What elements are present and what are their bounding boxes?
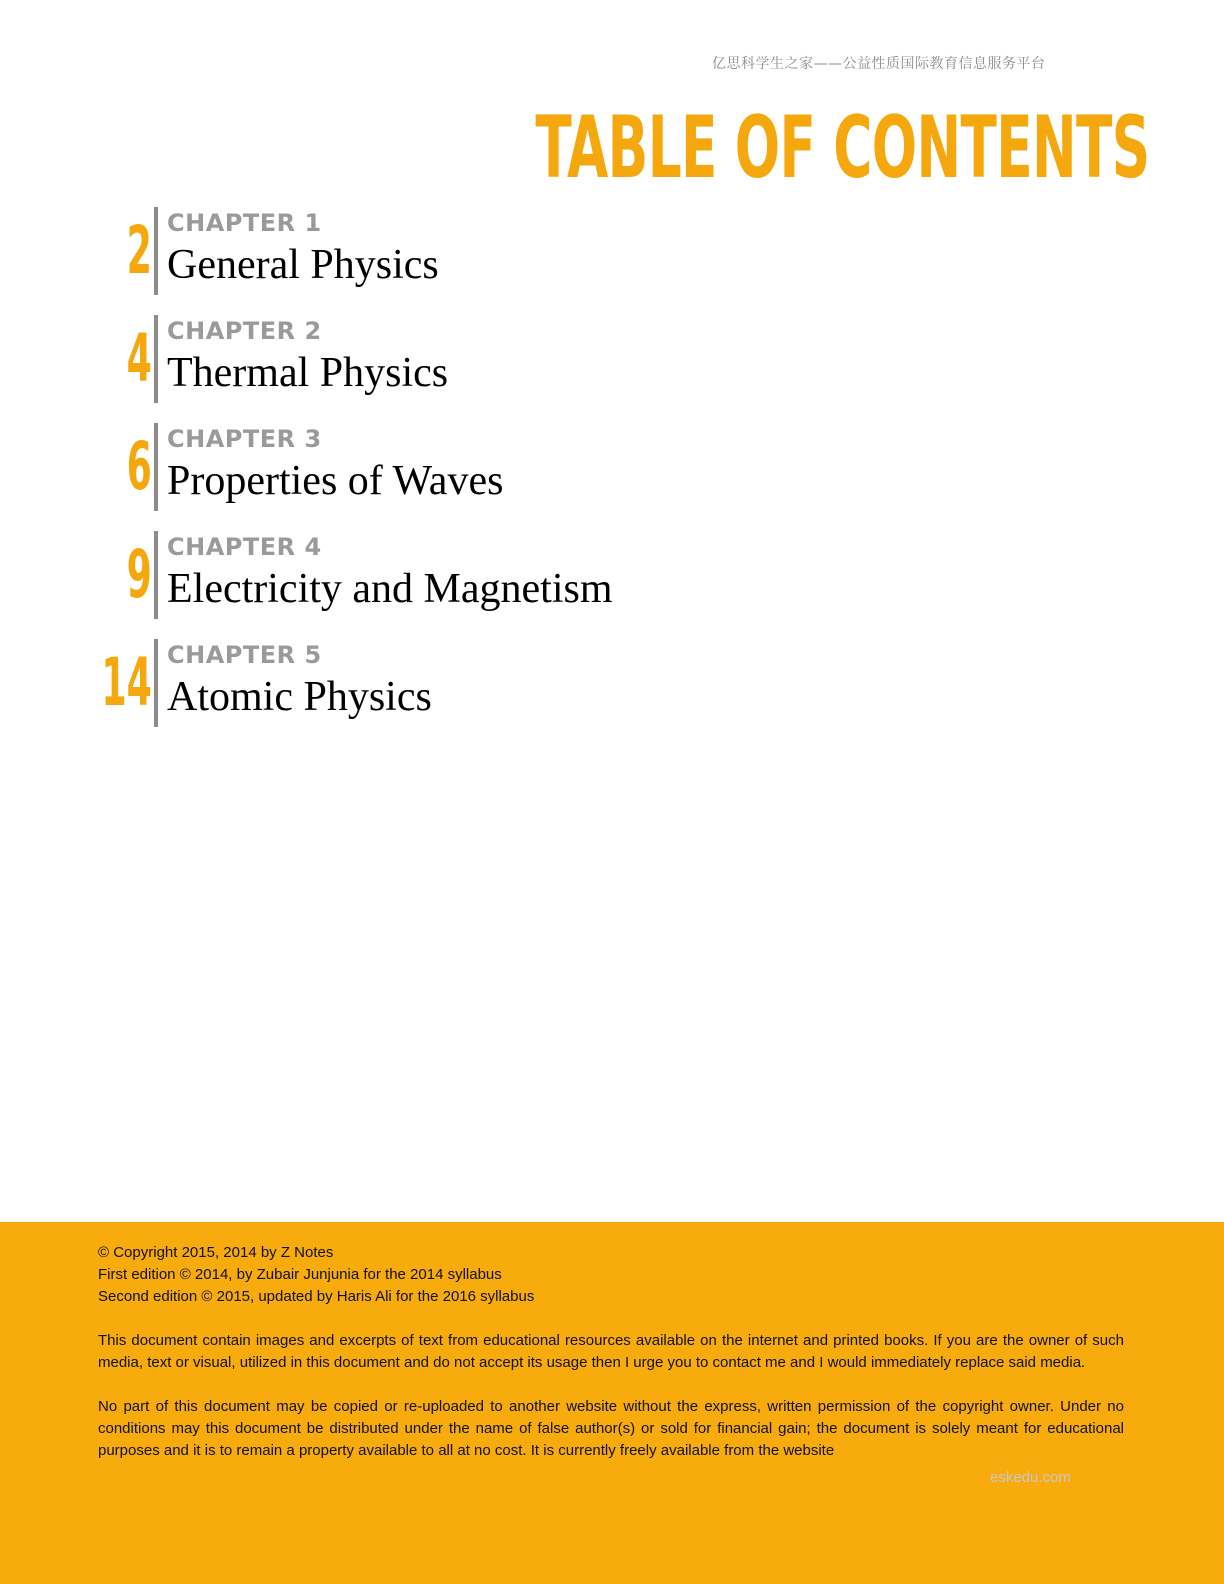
chapter-title[interactable]: Thermal Physics: [167, 350, 449, 396]
divider-bar: [154, 207, 158, 295]
page-number: 6: [126, 428, 152, 505]
page-number: 4: [126, 320, 152, 397]
chapter-label: CHAPTER 5: [167, 641, 322, 669]
chapter-title[interactable]: General Physics: [167, 242, 439, 288]
toc-entry[interactable]: [100, 639, 720, 727]
chapter-label: CHAPTER 2: [167, 317, 322, 345]
watermark: eskedu.com: [990, 1469, 1071, 1486]
chapter-title[interactable]: Atomic Physics: [167, 674, 432, 720]
divider-bar: [154, 423, 158, 511]
divider-bar: [154, 315, 158, 403]
footer-text: [98, 1242, 1124, 1462]
divider-bar: [154, 639, 158, 727]
copyright-line: © Copyright 2015, 2014 by Z Notes: [98, 1244, 334, 1261]
chapter-title[interactable]: Properties of Waves: [167, 458, 504, 504]
page-number: 14: [101, 644, 152, 721]
toc-entry[interactable]: [100, 207, 720, 295]
page-number: 2: [126, 212, 152, 289]
copyright-footer: [0, 1222, 1224, 1584]
header-note: 亿思科学生之家——公益性质国际教育信息服务平台: [712, 56, 1046, 72]
toc-list: [100, 207, 720, 747]
divider-bar: [154, 531, 158, 619]
page-number: 9: [126, 536, 152, 613]
second-edition-line: Second edition © 2015, updated by Haris Ali for the 2016 syllabus: [98, 1288, 535, 1305]
distribution-notice: No part of this document may be copied or re-uploaded to another website without the express, written permission of the copyright owner. Under no conditions may this document be distributed under the name of false author(s) or sold for financial gain; the document is solely meant for educational purposes and it is to remain a property available to all at no cost. It is currently freely available from the website: [98, 1398, 1124, 1459]
toc-entry[interactable]: [100, 315, 720, 403]
chapter-label: CHAPTER 4: [167, 533, 322, 561]
toc-entry[interactable]: [100, 423, 720, 511]
media-notice: This document contain images and excerpts of text from educational resources available on the internet and printed books. If you are the owner of such media, text or visual, utilized in this document and do not accept its usage then I urge you to contact me and I would immediately replace said media.: [98, 1332, 1124, 1371]
chapter-label: CHAPTER 1: [167, 209, 322, 237]
toc-entry[interactable]: [100, 531, 720, 619]
page-title: TABLE OF CONTENTS: [535, 98, 1150, 198]
first-edition-line: First edition © 2014, by Zubair Junjunia for the 2014 syllabus: [98, 1266, 502, 1283]
chapter-title[interactable]: Electricity and Magnetism: [167, 566, 613, 612]
chapter-label: CHAPTER 3: [167, 425, 322, 453]
